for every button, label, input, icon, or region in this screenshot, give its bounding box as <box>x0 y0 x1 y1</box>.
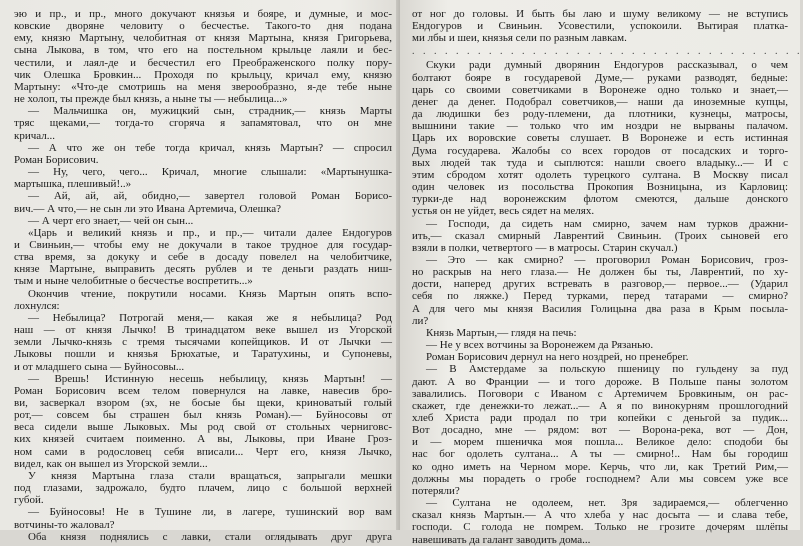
text-line: скажет, где денежки-то лежат...— А я по винокурням прошлогодний <box>412 399 788 412</box>
text-line: болтают бояре в государевой Думе,— руками разводят, бедные: <box>412 71 788 84</box>
text-line: завалились. Поговори с Иваном с Артемичем Бровкиным, он рас- <box>412 387 788 400</box>
text-line: князе Мартыне, выправить десять рублев и те деньги раздать ниш- <box>14 263 392 276</box>
text-line: — Это — как смирно? — проговорил Роман Борисович, гроз- <box>426 253 788 266</box>
text-line: ли? <box>412 314 429 327</box>
text-line: турки-де над воронежским флотом смеются, дальше донского <box>412 193 788 206</box>
text-line: вич.— А что,— не сын ли это Ивана Артемича, Олешка? <box>14 202 282 215</box>
text-line: — Врешь! Истинную несешь небылицу, князь Мартын! — <box>28 372 392 385</box>
text-line: Роман Борисович. <box>14 153 99 166</box>
text-line: — Небылица? Потрогай меня,— какая же я небылица? Род <box>28 311 392 324</box>
text-line: взяли в полки, четвертого — в матросы. Старин скучал.) <box>412 241 678 254</box>
text-line: Дума государева. Жалобы со всех городов от посадских и торго- <box>412 144 788 157</box>
text-line: должны мы порадеть о гробе господнем? Али мы совсем уже все <box>412 472 788 485</box>
text-line: губой. <box>14 494 44 507</box>
text-line: Оба князя поднялись с лавки, стали оглядывать друг друга <box>28 530 392 543</box>
text-line: лохнулся: <box>14 299 60 312</box>
text-line: мартышка, плешивый!..» <box>14 178 132 191</box>
text-line: веса сидели выше Лыковых. Мы род свой от стольных черниговс- <box>14 421 392 434</box>
text-line: видел, как он вышел из Угорской земли... <box>14 457 208 470</box>
text-line: Скуки ради думный дворянин Ендогуров рассказывал, о чем <box>426 59 788 72</box>
text-line: и от младшего сына — Буйносовы... <box>14 360 185 373</box>
text-line: ви, засверкал взором (эх, не босые бы щеки, криноватый голый <box>14 397 392 409</box>
text-line: потеряли? <box>412 484 460 497</box>
text-line: господи. С голода не помрем. Только не грозите дочерям шлёпы <box>412 521 788 534</box>
text-line: Ендогуров и Свиньин. Усовестили, успокоили. Вытирая платка- <box>412 20 788 33</box>
text-line: «Царь и великий князь и пр., и пр.,— читали далее Ендогуров <box>28 226 392 239</box>
text-line: Мартыну: «Что-де смотришь на меня зверообразно, я-де тебе ныне <box>14 80 392 93</box>
text-line: Роман Борисович всем телом повернулся на лавке, навесив бро- <box>14 384 392 397</box>
text-line: ему, князю Мартыну, челобитная от князя Мартына, князя Григорьева, <box>14 32 392 45</box>
text-line: царь со своими советчиками в Воронеже одно только и знает,— <box>412 83 788 96</box>
text-line: — Ну, чего, чего... Кричал, многие слышали: «Мартынушка- <box>28 166 392 179</box>
text-line: А для чего мы князя Василия Голицына два раза в Крым посыла- <box>412 302 788 315</box>
text-line: Вот досадно, мне — рядом: вот — Ворона-река, вот — Дон, <box>412 424 788 437</box>
text-line: земли Лычко-князь с тремя тысячами копейщиков. И от Лычки — <box>14 336 392 349</box>
text-line: но раскрыв на него глаза.— Не должен бы ты, Лаврентий, по ху- <box>412 266 788 279</box>
right-page <box>400 0 803 546</box>
text-line: не холоп, ты прежде был князь, а ныне ты — небылица...» <box>14 93 288 106</box>
section-separator: . . . . . . . . . . . . . . . . . . . . . . . . . . . . . . . . . . . . <box>412 46 803 58</box>
text-line: да людишки без роду-племени, да плотники, кузнецы, матросы, <box>412 108 788 121</box>
text-line: — А что же он тебе тогда кричал, князь Мартын? — спросил <box>28 141 392 154</box>
text-line: навешивать да галант заводить дома... <box>412 533 591 546</box>
text-line: — Господи, да сидеть нам смирно, зачем нам турков дражни- <box>426 217 788 230</box>
text-line: — Султана не одолеем, нет. Зря задираемся,— облегченно <box>426 497 788 510</box>
text-line: Роман Борисович дернул на него ноздрей, но пренебрег. <box>426 351 689 364</box>
text-line: сына Лыкова, в том, что его на постельном крыльце лаяли и бес- <box>14 44 392 57</box>
text-line: — А черт его знает,— чей он сын... <box>28 214 194 227</box>
text-line: и — морем пшеничка моя пошла... Великое дело: сподоби бы <box>412 436 788 449</box>
text-line: под глазами, задрожало, будто плачем, лицо с большой верхней <box>14 482 392 495</box>
text-line: этим сбродом хотят одолеть турецкого султана. В Москву писал <box>412 168 788 181</box>
text-line: кричал... <box>14 129 55 142</box>
text-line: себя по ляжке.) Перед турками, перед татарами — смирно? <box>412 290 788 303</box>
text-line: сказал князь Мартын.— А что хлеба у нас досыта — и слава тебе, <box>412 509 788 522</box>
text-line: — В Амстердаме за польскую пшеницу по гульдену за пуд <box>426 363 788 376</box>
text-line: ства время, за докуку и себе в досаду повелел на челобитчике, <box>14 251 392 264</box>
text-line: ми лбы и шеи, князья сели по разным лавкам. <box>412 32 627 45</box>
text-line: и Свиньин,— чтобы ему не докучали в такое трудное для государ- <box>14 238 392 251</box>
text-line: дости, наперед других встревать в разговор,— первое...— (Ударил <box>412 278 788 291</box>
text-line: рот,— совсем бы страшен был князь Роман).— Буйносовы от <box>14 409 392 422</box>
text-line: — Буйносовы! Не в Тушине ли, в лагере, тушинский вор вам <box>28 506 392 519</box>
text-line: дают. А во Франции — и того дороже. В Польше паны золотом <box>412 375 788 388</box>
text-line: вотчины-то жаловал? <box>14 518 115 531</box>
text-line: эю и пр., и пр., много докучают князья и бояре, и думные, и мос- <box>14 8 392 20</box>
text-line: хлеб Христа ради продал по три копейки с деньгой за пудик... <box>412 412 788 424</box>
left-page <box>0 0 400 543</box>
text-line: Лыковы пошли и князья Брюхатые, и Таратухины, и Супоневы, <box>14 348 392 361</box>
text-line: от ног до головы. И быть бы лаю и шуму великому — не вступись <box>412 8 788 20</box>
text-line: устья он не уйдет, весь сядет на мелях. <box>412 205 595 218</box>
text-line: честили, и лаял-де и бесчестил его Преображенского полку пору- <box>14 56 392 69</box>
text-line: ить,— сказал смирный Лаврентий Свиньин. (Троих сыновей его <box>412 229 788 242</box>
text-line: денег да денег. Подобрал советчиков,— наши да иноземные купцы, <box>412 95 788 108</box>
text-line: ких князей считаем поименно. А вы, Лыковы, при Иване Гроз- <box>14 433 392 446</box>
text-line: Князь Мартын,— глядя на печь: <box>426 326 577 339</box>
text-line: — Не у всех вотчины за Воронежем да Рязанью. <box>426 339 654 352</box>
text-line: Царь их воровские советы слушает. В Воронеже и есть истинная <box>412 132 788 145</box>
text-line: — Мальчишка он, мужицкий сын, страдник,— князь Марты <box>28 105 392 118</box>
text-line: вых людей так туда и сыплются: нашли своего владыку...— И с <box>412 156 788 169</box>
text-line: чик Олешка Бровкин... Проходя по крыльцу, кричал ему, князю <box>14 68 392 81</box>
text-line: вышнини такие — только что им ноздри не вырваны палачом. <box>412 120 788 133</box>
text-line: У князя Мартына глаза стали вращаться, запрыгали мешки <box>28 469 392 482</box>
text-line: Окончив чтение, покрутили носами. Князь Мартын опять вспо- <box>28 287 392 300</box>
text-line: ном сами в родословец себя вписали... Черт его, князя Лычко, <box>14 445 392 458</box>
text-line: наш — от князя Лычко! В тринадцатом веке вышел из Угорской <box>14 324 392 337</box>
text-line: нас бог одолеть султана... А ты — смирно!.. Нам бы городиш <box>412 448 788 461</box>
text-line: ко одно иметь на Черном море. Керчь, что ли, как Третий Рим,— <box>412 460 788 473</box>
text-line: один человек из посольства Прокопия Возницына, из Карловиц: <box>412 181 788 194</box>
text-line: тым и ныне челобитные о бесчестье воспретить...» <box>14 275 253 288</box>
text-line: ковские дворяне человиту о бесчестье. Такого-то дня подана <box>14 20 392 33</box>
text-line: — Ай, ай, ай, обидно,— завертел головой Роман Борисо- <box>28 190 392 203</box>
text-line: тряс щеками,— тогда-то сгоряча я запамятовал, что он мне <box>14 117 392 130</box>
